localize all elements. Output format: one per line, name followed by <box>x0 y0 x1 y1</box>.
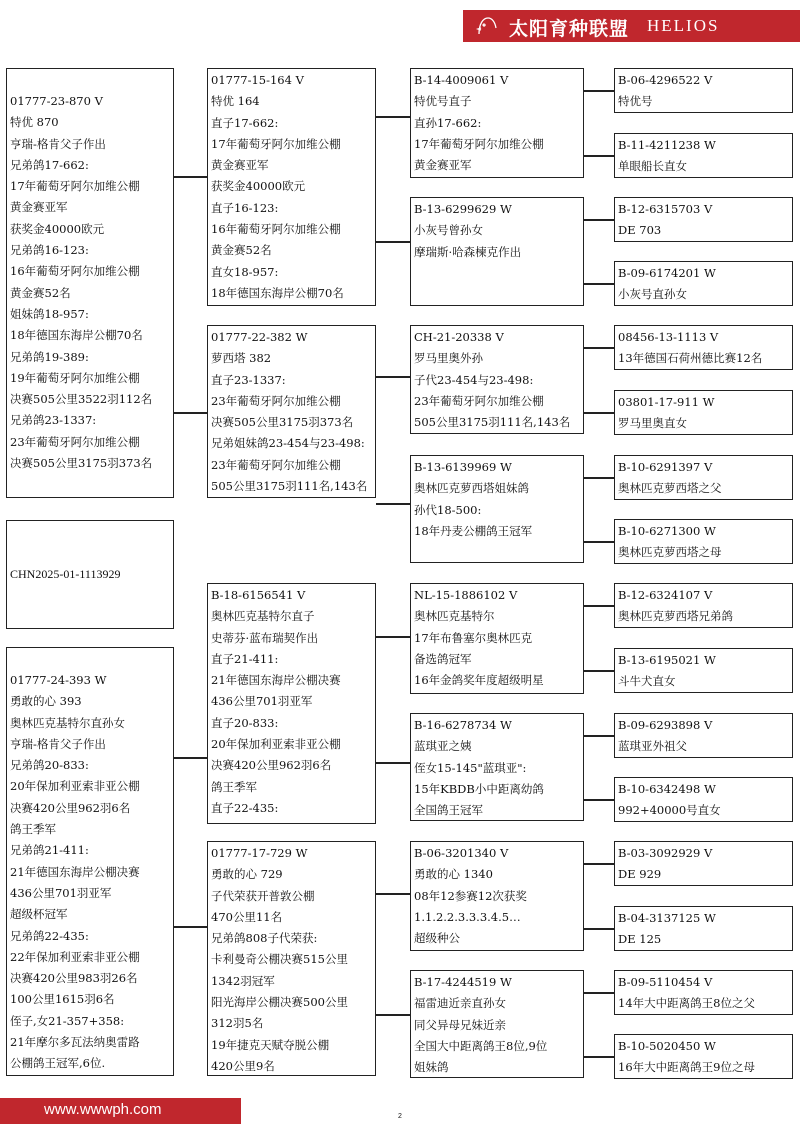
ring-number: B-13-6195021 W <box>618 653 716 667</box>
pedigree-note: 17年布鲁塞尔奥林匹克 <box>414 630 533 645</box>
pedigree-note: 鸽王季军 <box>211 779 257 794</box>
ring-number: B-14-4009061 V <box>414 73 509 87</box>
pedigree-note: 21年德国东海岸公棚决赛 <box>211 673 341 688</box>
great-grandparent-box <box>410 68 584 178</box>
pedigree-note: 505公里3175羽111名,143名 <box>414 415 571 430</box>
pedigree-note: 特优号 <box>618 94 653 109</box>
pedigree-note: 黄金赛52名 <box>10 285 71 300</box>
ring-number: B-11-4211238 W <box>618 138 716 152</box>
pedigree-note: 992+40000号直女 <box>618 803 721 818</box>
pedigree-note: DE 703 <box>618 223 662 238</box>
pedigree-note: 18年德国东海岸公棚70名 <box>211 285 344 300</box>
connector-line <box>584 670 614 672</box>
brand-name: HELIOS <box>647 16 720 35</box>
pedigree-note: 奥林匹克萝西塔之母 <box>618 545 722 560</box>
ring-number: B-10-5020450 W <box>618 1039 716 1053</box>
pedigree-note: 超级种公 <box>414 931 460 946</box>
pedigree-note: 全国大中距离鸽王8位,9位 <box>414 1038 548 1053</box>
pedigree-note: 黄金赛亚军 <box>10 200 68 215</box>
pedigree-note: 决赛420公里962羽6名 <box>211 758 332 773</box>
pedigree-note: 直子16-123: <box>211 200 279 215</box>
pedigree-note: 奥林匹克基特尔 <box>414 609 495 624</box>
page-number: 2 <box>398 1113 402 1120</box>
great-great-grandparent-box <box>614 68 793 113</box>
pedigree-note: 直子22-435: <box>211 800 279 815</box>
dam-box <box>6 647 174 1076</box>
pedigree-note: 兄弟鸽19-389: <box>10 349 89 364</box>
pedigree-note: 特优 164 <box>211 94 260 109</box>
great-great-grandparent-box <box>614 583 793 628</box>
ring-number: B-10-6342498 W <box>618 782 716 796</box>
ring-number: 01777-17-729 W <box>211 846 308 860</box>
connector-line <box>376 116 410 118</box>
great-grandparent-box <box>410 713 584 821</box>
connector-line <box>584 477 614 479</box>
pedigree-note: 19年葡萄牙阿尔加维公棚 <box>10 370 140 385</box>
pedigree-note: 直子17-662: <box>211 115 279 130</box>
pedigree-note: 18年丹麦公棚鸽王冠军 <box>414 523 533 538</box>
pedigree-note: 亨瑞-格肯父子作出 <box>10 736 106 751</box>
connector-line <box>584 928 614 930</box>
ring-number: CH-21-20338 V <box>414 330 504 344</box>
website-link[interactable]: www.wwwph.com <box>44 1101 162 1118</box>
pedigree-note: 436公里701羽亚军 <box>211 694 313 709</box>
pedigree-note: 黄金赛亚军 <box>414 158 472 173</box>
pedigree-note: 全国鸽王冠军 <box>414 803 483 818</box>
connector-line <box>376 376 410 378</box>
great-great-grandparent-box <box>614 1034 793 1079</box>
pigeon-head-icon <box>475 14 499 38</box>
great-great-grandparent-box <box>614 906 793 951</box>
sire-box <box>6 68 174 498</box>
pedigree-note: 侄女15-145"蓝琪亚": <box>414 760 527 775</box>
connector-line <box>584 799 614 801</box>
great-great-grandparent-box <box>614 455 793 500</box>
grandparent-box <box>207 325 376 498</box>
pedigree-note: 兄弟鸽21-411: <box>10 843 89 858</box>
brand-header <box>463 10 800 42</box>
pedigree-note: 黄金赛52名 <box>211 243 272 258</box>
pedigree-note: 萝西塔 382 <box>211 351 272 366</box>
pedigree-note: 罗马里奥外孙 <box>414 351 483 366</box>
great-great-grandparent-box <box>614 519 793 564</box>
pedigree-note: 兄弟鸽23-1337: <box>10 413 97 428</box>
pedigree-note: 23年葡萄牙阿尔加维公棚 <box>211 393 341 408</box>
pedigree-note: 470公里11名 <box>211 909 283 924</box>
great-grandparent-box <box>410 970 584 1078</box>
pedigree-note: 奥林匹克萝西塔之父 <box>618 481 722 496</box>
pedigree-note: 备选鸽冠军 <box>414 651 472 666</box>
connector-line <box>174 412 207 414</box>
connector-line <box>584 541 614 543</box>
great-great-grandparent-box <box>614 713 793 758</box>
ring-number: B-03-3092929 V <box>618 846 713 860</box>
ring-number: B-17-4244519 W <box>414 975 512 989</box>
pedigree-note: 23年葡萄牙阿尔加维公棚 <box>10 434 140 449</box>
pedigree-note: 16年金鸽奖年度超级明星 <box>414 673 544 688</box>
pedigree-note: 获奖金40000欧元 <box>10 221 105 236</box>
great-great-grandparent-box <box>614 390 793 435</box>
connector-line <box>376 893 410 895</box>
pedigree-note: 黄金赛亚军 <box>211 158 269 173</box>
grandparent-box <box>207 583 376 824</box>
pedigree-note: 蓝琪亚外祖父 <box>618 739 687 754</box>
connector-line <box>584 605 614 607</box>
pedigree-note: 100公里1615羽6名 <box>10 992 115 1007</box>
ring-number: B-04-3137125 W <box>618 911 716 925</box>
grandparent-box <box>207 68 376 306</box>
ring-number: B-13-6299629 W <box>414 202 512 216</box>
pedigree-note: 子代23-454与23-498: <box>414 372 534 387</box>
pedigree-note: 卡利曼奇公棚决赛515公里 <box>211 952 348 967</box>
pedigree-note: 奥林匹克基特尔直子 <box>211 609 315 624</box>
pedigree-note: 侄子,女21-357+358: <box>10 1013 125 1028</box>
pedigree-note: 阳光海岸公棚决赛500公里 <box>211 995 348 1010</box>
ring-number: B-10-6271300 W <box>618 524 716 538</box>
pedigree-note: 决赛505公里3175羽373名 <box>10 456 153 471</box>
ring-number: B-06-4296522 V <box>618 73 713 87</box>
pedigree-note: 16年大中距离鸽王9位之母 <box>618 1060 755 1075</box>
pedigree-note: 22年保加利亚索非亚公棚 <box>10 949 140 964</box>
pedigree-note: 摩瑞斯·哈森楝克作出 <box>414 244 522 259</box>
pedigree-note: 小灰号曾孙女 <box>414 223 483 238</box>
connector-line <box>376 762 410 764</box>
pedigree-note: 436公里701羽亚军 <box>10 885 112 900</box>
brand-title: 太阳育种联盟 <box>509 18 630 40</box>
pedigree-note: 姐妹鸽 <box>414 1060 449 1075</box>
great-great-grandparent-box <box>614 325 793 370</box>
pedigree-note: 奥林匹克萝西塔姐妹鸽 <box>414 481 529 496</box>
ring-number: B-06-3201340 V <box>414 846 509 860</box>
pedigree-note: 兄弟姐妹鸽23-454与23-498: <box>211 436 365 451</box>
pedigree-note: 13年德国石荷州德比赛12名 <box>618 351 763 366</box>
pedigree-note: DE 125 <box>618 932 662 947</box>
connector-line <box>584 863 614 865</box>
pedigree-note: 20年保加利亚索非亚公棚 <box>10 779 140 794</box>
pedigree-note: 1342羽冠军 <box>211 973 275 988</box>
pedigree-note: 16年葡萄牙阿尔加维公棚 <box>10 264 140 279</box>
pedigree-note: DE 929 <box>618 867 662 882</box>
ring-number: 03801-17-911 W <box>618 395 715 409</box>
connector-line <box>584 90 614 92</box>
ring-number: B-12-6315703 V <box>618 202 713 216</box>
pedigree-note: 直子23-1337: <box>211 372 286 387</box>
connector-line <box>584 219 614 221</box>
pedigree-note: 罗马里奥直女 <box>618 416 687 431</box>
pedigree-note: 20年保加利亚索非亚公棚 <box>211 737 341 752</box>
great-great-grandparent-box <box>614 970 793 1015</box>
great-great-grandparent-box <box>614 777 793 822</box>
pedigree-note: 同父异母兄妹近亲 <box>414 1017 506 1032</box>
connector-line <box>584 735 614 737</box>
connector-line <box>584 1056 614 1058</box>
great-great-grandparent-box <box>614 648 793 693</box>
great-great-grandparent-box <box>614 133 793 178</box>
connector-line <box>376 636 410 638</box>
great-great-grandparent-box <box>614 197 793 242</box>
pedigree-note: 获奖金40000欧元 <box>211 179 306 194</box>
pedigree-note: 18年德国东海岸公棚70名 <box>10 328 143 343</box>
pedigree-note: 兄弟鸽16-123: <box>10 243 89 258</box>
pedigree-note: 兄弟鸽20-833: <box>10 758 89 773</box>
pedigree-note: 亨瑞-格肯父子作出 <box>10 136 106 151</box>
footer-bar <box>0 1098 241 1124</box>
pedigree-note: 姐妹鸽18-957: <box>10 306 89 321</box>
pedigree-note: 23年葡萄牙阿尔加维公棚 <box>211 457 341 472</box>
ring-number: B-18-6156541 V <box>211 588 306 602</box>
pedigree-note: 奥林匹克基特尔直孙女 <box>10 715 125 730</box>
connector-line <box>584 283 614 285</box>
pedigree-note: 08年12参赛12次获奖 <box>414 888 527 903</box>
ring-number: B-16-6278734 W <box>414 718 512 732</box>
pedigree-note: 兄弟鸽808子代荣获: <box>211 931 318 946</box>
pedigree-note: 决赛420公里983羽26名 <box>10 971 138 986</box>
pedigree-note: 17年葡萄牙阿尔加维公棚 <box>414 136 544 151</box>
pedigree-note: 21年摩尔多瓦法纳奥雷路 <box>10 1035 140 1050</box>
ring-number: B-09-6174201 W <box>618 266 716 280</box>
connector-line <box>174 926 207 928</box>
ring-number: B-12-6324107 V <box>618 588 713 602</box>
pedigree-note: 特优 870 <box>10 115 59 130</box>
ring-number: 01777-24-393 W <box>10 673 107 687</box>
pedigree-note: 直孙17-662: <box>414 115 482 130</box>
pedigree-note: 兄弟鸽17-662: <box>10 157 89 172</box>
pedigree-note: 鸽王季军 <box>10 822 56 837</box>
pedigree-note: 子代荣获开普敦公棚 <box>211 888 315 903</box>
great-grandparent-box <box>410 197 584 306</box>
connector-line <box>376 241 410 243</box>
pedigree-note: 直子21-411: <box>211 651 279 666</box>
ring-number: 08456-13-1113 V <box>618 330 719 344</box>
pedigree-note: 斗牛犬直女 <box>618 674 676 689</box>
subject-box <box>6 520 174 629</box>
pedigree-note: 16年葡萄牙阿尔加维公棚 <box>211 222 341 237</box>
pedigree-note: 17年葡萄牙阿尔加维公棚 <box>211 136 341 151</box>
pedigree-note: 勇敢的心 1340 <box>414 867 493 882</box>
subject-ring: CHN2025-01-1113929 <box>10 567 121 581</box>
pedigree-note: 312羽5名 <box>211 1016 264 1031</box>
pedigree-note: 15年KBDB小中距离幼鸽 <box>414 781 544 796</box>
connector-line <box>376 1014 410 1016</box>
grandparent-box <box>207 841 376 1076</box>
pedigree-note: 勇敢的心 729 <box>211 867 283 882</box>
pedigree-note: 单眼船长直女 <box>618 159 687 174</box>
great-grandparent-box <box>410 583 584 694</box>
pedigree-note: 奥林匹克萝西塔兄弟鸽 <box>618 609 733 624</box>
pedigree-note: 兄弟鸽22-435: <box>10 928 89 943</box>
pedigree-note: 小灰号直孙女 <box>618 287 687 302</box>
great-great-grandparent-box <box>614 841 793 886</box>
pedigree-note: 孙代18-500: <box>414 502 482 517</box>
ring-number: B-09-6293898 V <box>618 718 713 732</box>
connector-line <box>584 992 614 994</box>
connector-line <box>376 503 410 505</box>
pedigree-note: 超级杯冠军 <box>10 907 68 922</box>
pedigree-note: 决赛420公里962羽6名 <box>10 800 131 815</box>
pedigree-note: 决赛505公里3522羽112名 <box>10 392 153 407</box>
pedigree-note: 1.1.2.2.3.3.3.4.5… <box>414 909 521 924</box>
great-grandparent-box <box>410 455 584 563</box>
great-grandparent-box <box>410 325 584 434</box>
connector-line <box>174 176 207 178</box>
pedigree-note: 福雷迪近亲直孙女 <box>414 996 506 1011</box>
ring-number: B-09-5110454 V <box>618 975 713 989</box>
pedigree-note: 特优号直子 <box>414 94 472 109</box>
ring-number: NL-15-1886102 V <box>414 588 518 602</box>
pedigree-note: 蓝琪亚之姨 <box>414 739 472 754</box>
pedigree-note: 505公里3175羽111名,143名 <box>211 479 368 494</box>
connector-line <box>584 155 614 157</box>
great-great-grandparent-box <box>614 261 793 306</box>
pedigree-note: 直女18-957: <box>211 264 279 279</box>
pedigree-note: 21年德国东海岸公棚决赛 <box>10 864 140 879</box>
pedigree-note: 19年捷克天赋夺脱公棚 <box>211 1037 330 1052</box>
pedigree-note: 勇敢的心 393 <box>10 694 82 709</box>
pedigree-note: 23年葡萄牙阿尔加维公棚 <box>414 393 544 408</box>
pedigree-note: 14年大中距离鸽王8位之父 <box>618 996 755 1011</box>
pedigree-note: 17年葡萄牙阿尔加维公棚 <box>10 179 140 194</box>
pedigree-note: 史蒂芬·蓝布瑞契作出 <box>211 630 319 645</box>
ring-number: 01777-23-870 V <box>10 94 103 108</box>
connector-line <box>174 757 207 759</box>
ring-number: 01777-15-164 V <box>211 73 304 87</box>
ring-number: B-13-6139969 W <box>414 460 512 474</box>
pedigree-note: 直子20-833: <box>211 715 279 730</box>
ring-number: 01777-22-382 W <box>211 330 308 344</box>
connector-line <box>584 412 614 414</box>
ring-number: B-10-6291397 V <box>618 460 713 474</box>
pedigree-note: 公棚鸽王冠军,6位. <box>10 1056 106 1071</box>
pedigree-note: 420公里9名 <box>211 1058 275 1073</box>
connector-line <box>584 347 614 349</box>
great-grandparent-box <box>410 841 584 951</box>
pedigree-note: 决赛505公里3175羽373名 <box>211 415 354 430</box>
